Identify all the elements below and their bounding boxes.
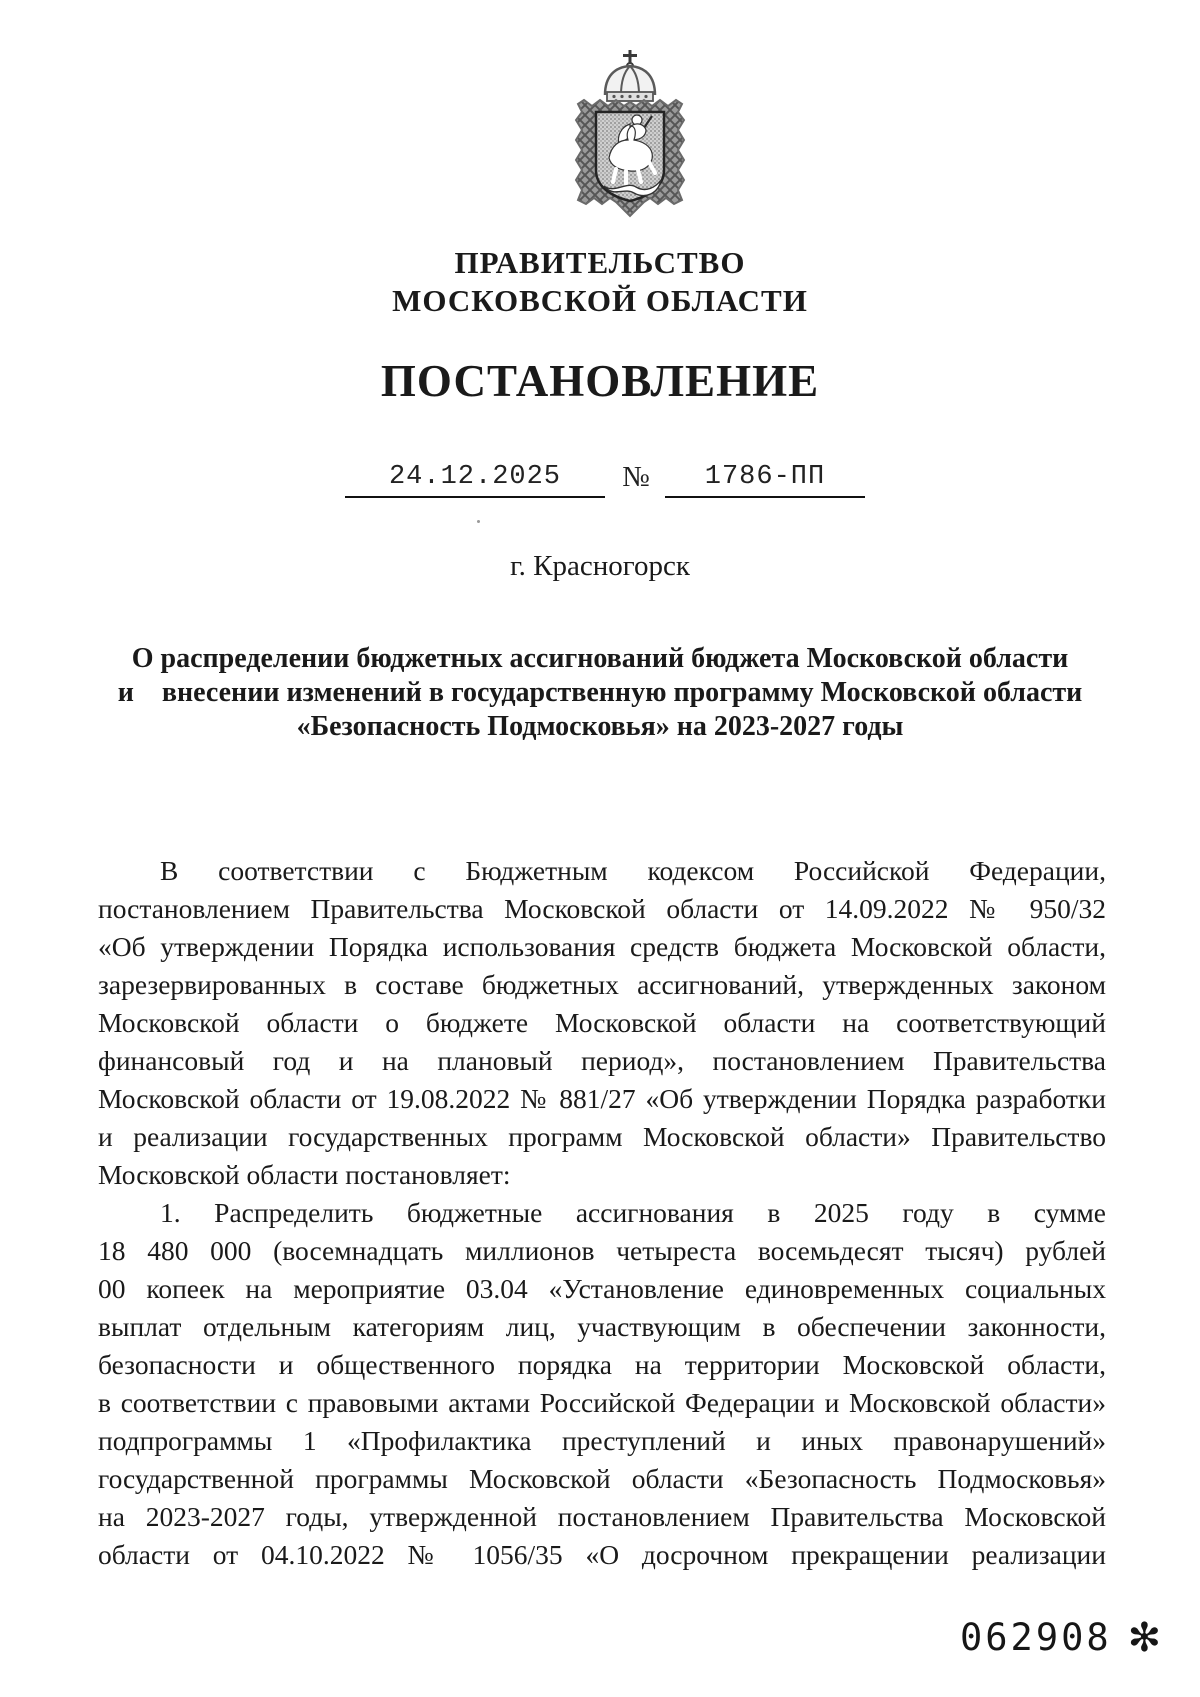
body-line: постановлением Правительства Московской области от 14.09.2022 № 950/32 [98, 893, 1106, 924]
body-line: подпрограммы 1 «Профилактика преступлений и иных правонарушений» [98, 1425, 1106, 1456]
subject-line: и внесении изменений в государственную программу Московской области [117, 677, 1083, 708]
issuing-authority [0, 244, 1200, 320]
body-line: и реализации государственных программ Московской области» Правительство [98, 1121, 1106, 1152]
org-name-line2: МОСКОВСКОЙ ОБЛАСТИ [392, 283, 808, 318]
body-line: финансовый год и на плановый период», постановлением Правительства [98, 1045, 1106, 1076]
asterisk-mark-icon: ✻ [1127, 1614, 1162, 1661]
decree-date: 24.12.2025 [345, 462, 605, 498]
body-line: Московской области постановляет: [98, 1159, 511, 1190]
decree-body [98, 852, 1106, 1574]
body-line: Московской области о бюджете Московской области на соответствующий [98, 1007, 1106, 1038]
subject-line: О распределении бюджетных ассигнований бюджета Московской области [131, 643, 1069, 674]
body-line: «Об утверждении Порядка использования средств бюджета Московской области, [98, 931, 1106, 962]
decree-number: 1786-ПП [665, 462, 865, 498]
body-line: на 2023-2027 годы, утвержденной постановлением Правительства Московской [98, 1501, 1106, 1532]
org-name-line1: ПРАВИТЕЛЬСТВО [454, 245, 746, 280]
body-line: 1. Распределить бюджетные ассигнования в 2025 году в сумме [160, 1197, 1106, 1228]
body-line: Московской области от 19.08.2022 № 881/27 «Об утверждении Порядка разработки [98, 1083, 1106, 1114]
body-line: 00 копеек на мероприятие 03.04 «Установление единовременных социальных [98, 1273, 1106, 1304]
print-code-digits: 062908 [960, 1616, 1112, 1659]
body-line: безопасности и общественного порядка на территории Московской области, [98, 1349, 1106, 1380]
print-registration-code [960, 1616, 1161, 1659]
body-line: 18 480 000 (восемнадцать миллионов четыреста восемьдесят тысяч) рублей [98, 1235, 1106, 1266]
issue-city: г. Красногорск [510, 550, 690, 582]
subject-line: «Безопасность Подмосковья» на 2023-2027 годы [296, 711, 904, 742]
body-line: В соответствии с Бюджетным кодексом Российской Федерации, [160, 855, 1106, 886]
document-type-title: ПОСТАНОВЛЕНИЕ [380, 356, 820, 406]
body-line: зарезервированных в составе бюджетных ассигнований, утвержденных законом [98, 969, 1106, 1000]
number-sign: № [622, 461, 650, 493]
body-line: в соответствии с правовыми актами Российской Федерации и Московской области» [98, 1387, 1106, 1418]
decree-subject [100, 642, 1100, 744]
scan-speck [477, 520, 480, 523]
body-line: области от 04.10.2022 № 1056/35 «О досрочном прекращении реализации [98, 1539, 1106, 1570]
moscow-oblast-coat-of-arms-icon [570, 50, 692, 218]
body-line: выплат отдельным категориям лиц, участвующим в обеспечении законности, [98, 1311, 1106, 1342]
body-line: государственной программы Московской области «Безопасность Подмосковья» [98, 1463, 1106, 1494]
date-number-row [345, 458, 865, 498]
